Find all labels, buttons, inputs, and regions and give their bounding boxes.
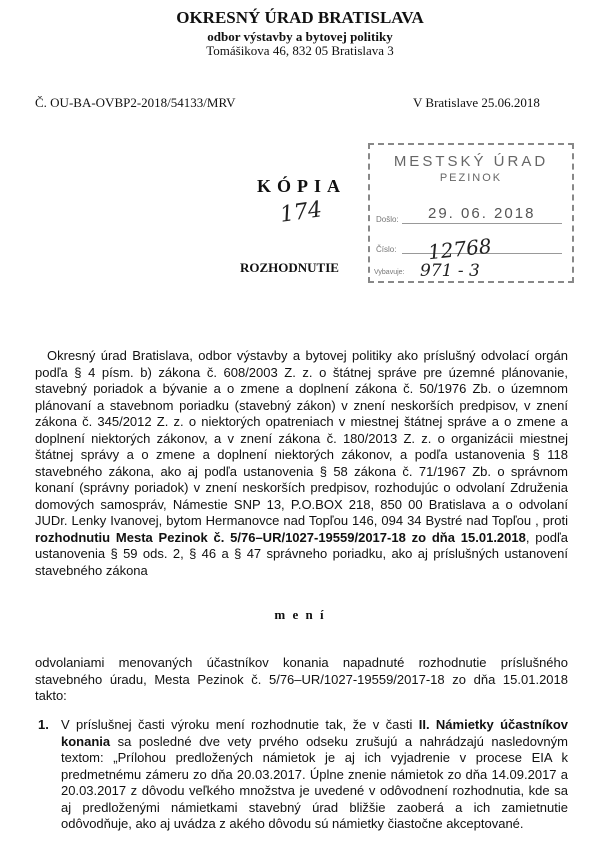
- reference-number: Č. OU-BA-OVBP2-2018/54133/MRV: [35, 95, 236, 110]
- registry-stamp: [368, 143, 574, 283]
- item-1-bold: II. Námietky účastníkov konania: [61, 717, 569, 749]
- stamp-line: [402, 223, 562, 224]
- stamp-handler: 971 - 3: [420, 261, 480, 281]
- stamp-label-received: Došlo:: [376, 215, 399, 224]
- stamp-received-date: 29. 06. 2018: [428, 205, 536, 222]
- item-1-text-a: V príslušnej časti výroku mení rozhodnutie tak, že v časti: [61, 717, 419, 732]
- place-date: V Bratislave 25.06.2018: [413, 95, 540, 110]
- verdict-paragraph: odvolaniami menovaných účastníkov konania napadnuté rozhodnutie príslušného stavebného úradu, Mesta Pezinok č. 5/76–UR/1027-19559/2017-18 zo dňa 15.01.2018 takto:: [35, 655, 568, 703]
- stamp-registry-number: 12768: [426, 233, 493, 265]
- copy-label: KÓPIA: [257, 176, 347, 196]
- item-1-text-b: sa posledné dve vety prvého odseku zrušujú a nahrádzajú nasledovným textom: „Prílohou predložených námietok je aj ich vyjadrenie v procese EIA k predmetnému zámeru zo dňa 20.03.2017. Úplne znenie námietok zo dňa 14.09.2017 a 20.03.2017 z dôvodu veľkého množstva je uvedené v odôvodnení rozhodnutia, kde sa aj predloženými námietkami stavebný úrad bližšie zaoberá a ich zamietnutie odôvodňuje, ako aj uvádza z akého dôvodu sú námietky čiastočne akceptované.: [61, 733, 568, 831]
- intro-text-1: Okresný úrad Bratislava, odbor výstavby a bytovej politiky ako príslušný odvolací orgán podľa § 4 písm. b) zákona č. 608/2003 Z. z. o štátnej správe pre územné plánovanie, stavebný poriadok a bývanie a o zmene a doplnení zákona č. 50/1976 Zb. o územnom plánovaní a stavebnom poriadku (stavebný zákon) v znení neskorších predpisov, v znení zákona č. 345/2012 Z. z. o niektorých opatreniach v miestnej štátnej správe a o zmene a doplnení niektorých zákonov, a v znení zákona č. 180/2013 Z. z. o organizácii miestnej štátnej správy a o zmene a doplnení niektorých zákonov, a podľa ustanovenia § 118 stavebného zákona, ako aj podľa ustanovenia § 58 zákona č. 71/1967 Zb. o správnom konaní (správny poriadok) v znení neskorších predpisov, rozhodujúc o odvolaní Združenia domových samospráv, Námestie SNP 13, P.O.BOX 218, 850 00 Bratislava a o odvolaní JUDr. Lenky Ivanovej, bytom Hermanovce nad Topľou 146, 094 34 Bystré nad Topľou , proti: [35, 348, 568, 528]
- stamp-subtitle: PEZINOK: [439, 172, 503, 184]
- copy-handwritten-number: 174: [278, 197, 324, 228]
- decision-title: ROZHODNUTIE: [240, 260, 339, 275]
- stamp-title: MESTSKÝ ÚRAD: [393, 153, 549, 170]
- stamp-label-number: Číslo:: [376, 245, 397, 254]
- intro-bold-decision: rozhodnutiu Mesta Pezinok č. 5/76–UR/1027-19559/2017-18 zo dňa 15.01.2018: [35, 529, 526, 545]
- intro-text-2: , podľa ustanovenia § 59 ods. 2, § 46 a § 47 správneho poriadku, ako aj príslušných ustanovení stavebného zákona: [35, 529, 568, 578]
- office-address: Tomášikova 46, 832 05 Bratislava 3: [206, 43, 394, 58]
- department-name: odbor výstavby a bytovej politiky: [207, 29, 393, 44]
- item-1-text: [61, 717, 568, 833]
- item-number: 1.: [38, 717, 49, 732]
- intro-paragraph: [35, 348, 568, 579]
- stamp-label-handler: Vybavuje:: [374, 269, 405, 276]
- verdict-heading: m e n í: [274, 607, 326, 622]
- office-name: OKRESNÝ ÚRAD BRATISLAVA: [176, 8, 424, 27]
